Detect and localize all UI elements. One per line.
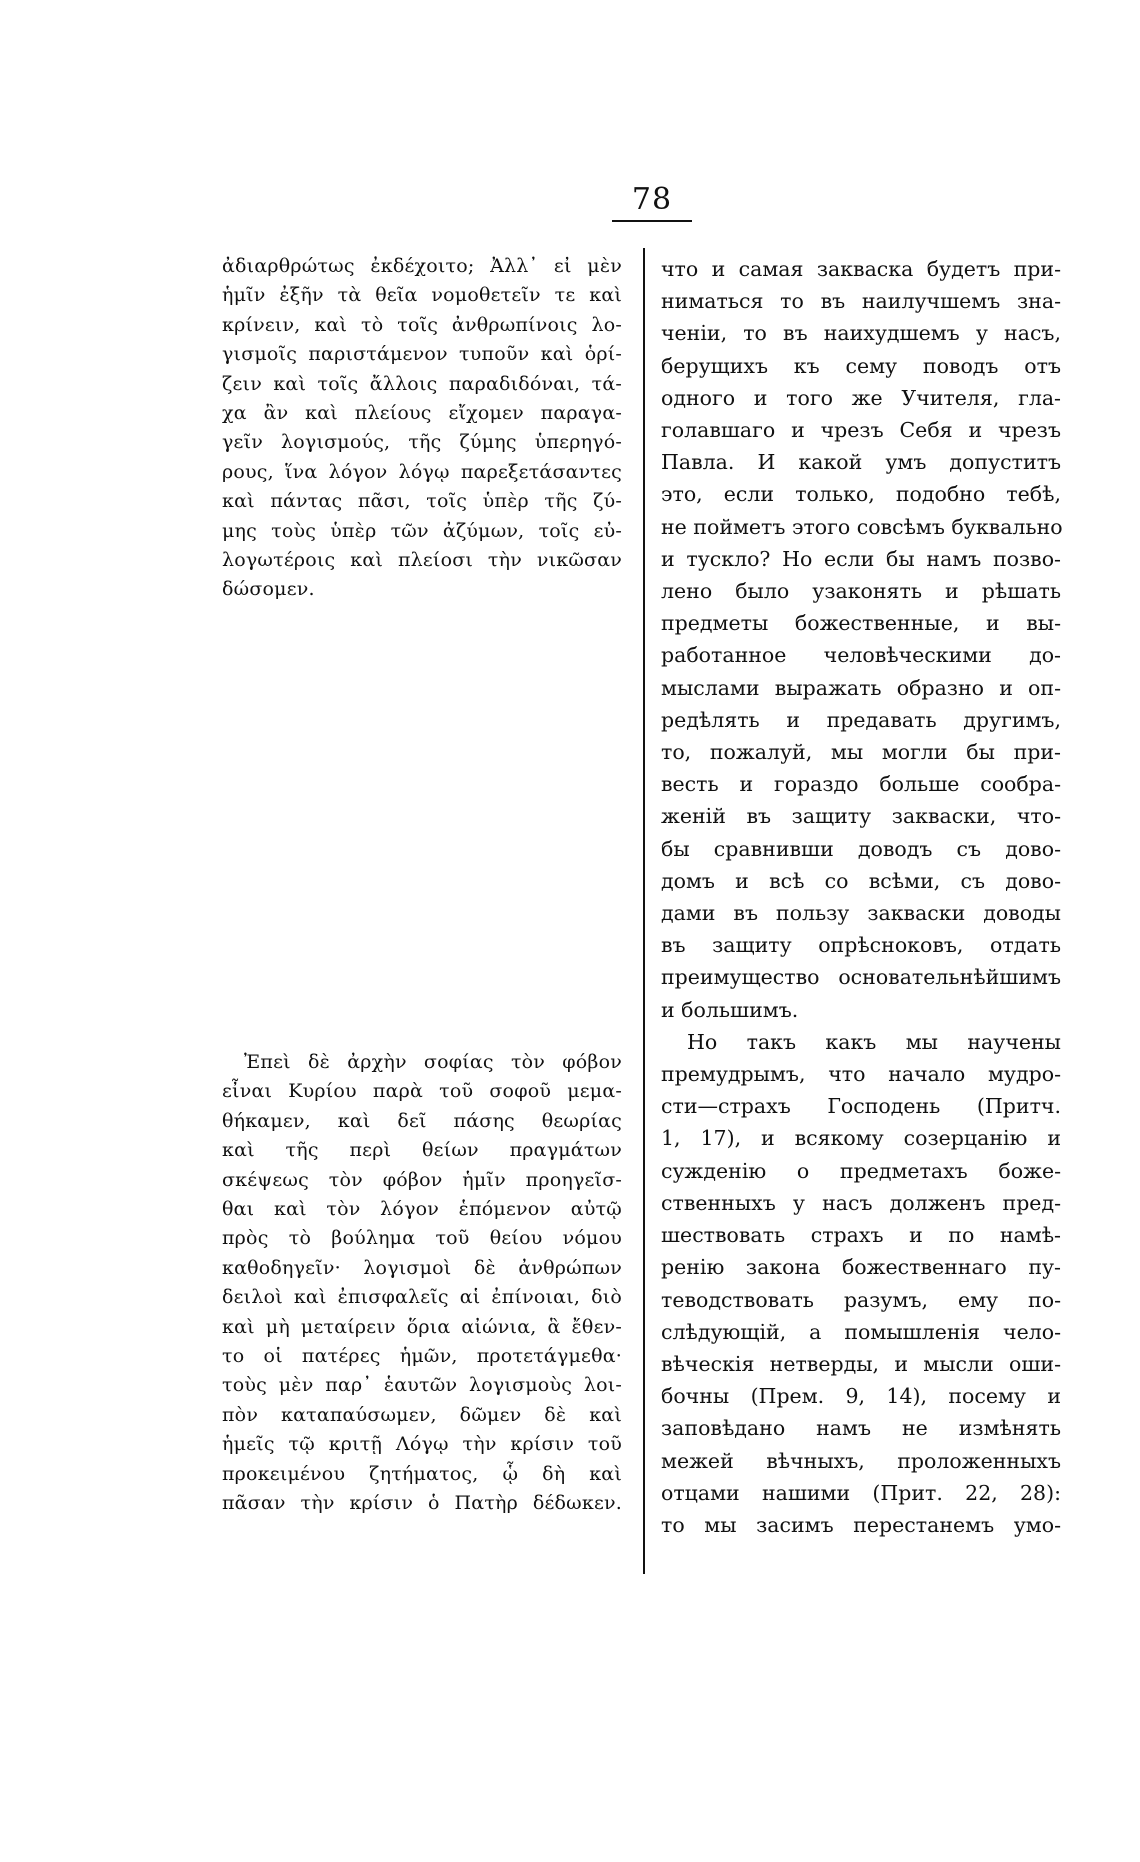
greek-line: γεῖν λογισμούς, τῆς ζύμης ὑπερηγό- — [222, 431, 622, 454]
russian-line: бы сравнивши доводъ съ дово- — [661, 836, 1061, 861]
greek-line: Ἐπεὶ δὲ ἀρχὴν σοφίας τὸν φόβον — [244, 1051, 622, 1073]
russian-line: Павла. И какой умъ допуститъ — [661, 450, 1061, 475]
greek-paragraph-2 — [222, 1048, 622, 1519]
russian-line: голавшаго и чрезъ Себя и чрезъ — [661, 418, 1061, 443]
russian-line: одного и того же Учителя, гла- — [661, 385, 1061, 410]
russian-line: весть и гораздо больше сообра- — [661, 772, 1061, 797]
page-number: 78 — [631, 182, 673, 217]
greek-line: χα ἂν καὶ πλείους εἴχομεν παραγα- — [222, 402, 622, 425]
russian-line: редѣлять и предавать другимъ, — [661, 707, 1061, 732]
russian-line: и тускло? Но если бы намъ позво- — [661, 546, 1061, 571]
greek-line: καὶ πάντας πᾶσι, τοῖς ὑπὲρ τῆς ζύ- — [222, 490, 622, 513]
greek-line: τοὺς μὲν παρ᾽ ἑαυτῶν λογισμοὺς λοι- — [222, 1374, 622, 1397]
russian-line: и большимъ. — [661, 997, 799, 1022]
russian-line: что и самая закваска будетъ при- — [661, 257, 1061, 281]
greek-line: λογωτέροις καὶ πλείοσι τὴν νικῶσαν — [222, 549, 622, 572]
greek-line: πὸν καταπαύσωμεν, δῶμεν δὲ καὶ — [222, 1403, 622, 1426]
russian-line: теводствовать разумъ, ему по- — [661, 1287, 1061, 1312]
russian-line: женій въ защиту закваски, что- — [661, 804, 1061, 829]
greek-line: καὶ μὴ μεταίρειν ὅρια αἰώνια, ἃ ἔθεν- — [222, 1315, 622, 1338]
russian-line: работанное человѣческими до- — [661, 643, 1061, 668]
russian-line: это, если только, подобно тебѣ, — [661, 482, 1061, 507]
russian-line: шествовать страхъ и по намѣ- — [661, 1223, 1061, 1248]
russian-line: вѣческія нетверды, и мысли оши- — [661, 1351, 1061, 1376]
russian-line: домъ и всѣ со всѣми, съ дово- — [661, 868, 1061, 893]
page-number-rule — [612, 220, 692, 222]
russian-line: заповѣдано намъ не измѣнять — [661, 1416, 1061, 1441]
greek-line: θαι καὶ τὸν λόγον ἑπόμενον αὐτῷ — [222, 1198, 622, 1221]
greek-line: θήκαμεν, καὶ δεῖ πάσης θεωρίας — [222, 1109, 622, 1132]
greek-line: πᾶσαν τὴν κρίσιν ὁ Πατὴρ δέδωκεν. — [222, 1492, 622, 1515]
russian-line: преимущество основательнѣйшимъ — [661, 965, 1061, 990]
russian-line: сти—страхъ Господень (Притч. — [661, 1094, 1061, 1119]
russian-line: берущихъ къ сему поводъ отъ — [661, 353, 1061, 378]
greek-line: μης τοὺς ὑπὲρ τῶν ἀζύμων, τοῖς εὐ- — [222, 519, 622, 542]
russian-line: отцами нашими (Прит. 22, 28): — [661, 1480, 1061, 1505]
russian-line: то мы засимъ перестанемъ умо- — [661, 1512, 1061, 1537]
greek-line: προκειμένου ζητήματος, ᾧ δὴ καὶ — [222, 1462, 622, 1485]
russian-line: дами въ пользу закваски доводы — [661, 901, 1061, 926]
russian-line: ниматься то въ наилучшемъ зна- — [661, 289, 1061, 314]
russian-line: бочны (Прем. 9, 14), посему и — [661, 1384, 1061, 1409]
russian-line: премудрымъ, что начало мудро- — [661, 1062, 1061, 1087]
greek-line: πρὸς τὸ βούλημα τοῦ θείου νόμου — [222, 1227, 622, 1250]
greek-line: ἡμῖν ἐξῆν τὰ θεῖα νομοθετεῖν τε καὶ — [222, 284, 622, 307]
russian-line: лено было узаконять и рѣшать — [661, 579, 1061, 604]
russian-line: мыслами выражать образно и оп- — [661, 675, 1061, 700]
russian-line: не пойметъ этого совсѣмъ буквально — [661, 514, 1063, 539]
russian-line: предметы божественные, и вы- — [661, 611, 1061, 636]
russian-line: ренію закона божественнаго пу- — [661, 1255, 1061, 1280]
column-divider — [643, 248, 645, 1574]
greek-line: καθοδηγεῖν· λογισμοὶ δὲ ἀνθρώπων — [222, 1256, 622, 1279]
greek-line: γισμοῖς παριστάμενον τυποῦν καὶ ὁρί- — [222, 343, 622, 366]
greek-line: ρους, ἵνα λόγον λόγῳ παρεξετάσαντες — [222, 460, 622, 483]
russian-line: то, пожалуй, мы могли бы при- — [661, 740, 1061, 765]
greek-line: εἶναι Κυρίου παρὰ τοῦ σοφοῦ μεμα- — [222, 1080, 622, 1103]
russian-line: ственныхъ у насъ долженъ пред- — [661, 1190, 1061, 1215]
greek-line: δειλοὶ καὶ ἐπισφαλεῖς αἱ ἐπίνοιαι, διὸ — [222, 1286, 622, 1309]
greek-line: το οἱ πατέρες ἡμῶν, προτετάγμεθα· — [222, 1345, 622, 1368]
russian-line: сужденію о предметахъ боже- — [661, 1158, 1061, 1183]
russian-column — [661, 253, 1061, 1541]
greek-line: κρίνειν, καὶ τὸ τοῖς ἀνθρωπίνοις λο- — [222, 313, 622, 336]
russian-line: 1, 17), и всякому созерцанію и — [661, 1126, 1061, 1151]
greek-line: καὶ τῆς περὶ θείων πραγμάτων — [222, 1139, 622, 1162]
greek-line: σκέψεως τὸν φόβον ἡμῖν προηγεῖσ- — [222, 1168, 622, 1191]
greek-line: ζειν καὶ τοῖς ἄλλοις παραδιδόναι, τά- — [222, 372, 622, 395]
russian-line: межей вѣчныхъ, проложенныхъ — [661, 1448, 1061, 1473]
russian-line: слѣдующій, а помышленія чело- — [661, 1319, 1061, 1344]
greek-line: ἀδιαρθρώτως ἐκδέχοιτο; Ἀλλ᾽ εἰ μὲν — [222, 255, 622, 277]
russian-line: ченіи, то въ наихудшемъ у насъ, — [661, 321, 1061, 346]
greek-line: δώσομεν. — [222, 578, 315, 601]
greek-line: ἡμεῖς τῷ κριτῇ Λόγῳ τὴν κρίσιν τοῦ — [222, 1433, 622, 1456]
greek-paragraph-1 — [222, 252, 622, 605]
russian-line: Но такъ какъ мы научены — [687, 1029, 1061, 1054]
russian-line: въ защиту опрѣсноковъ, отдать — [661, 933, 1061, 958]
